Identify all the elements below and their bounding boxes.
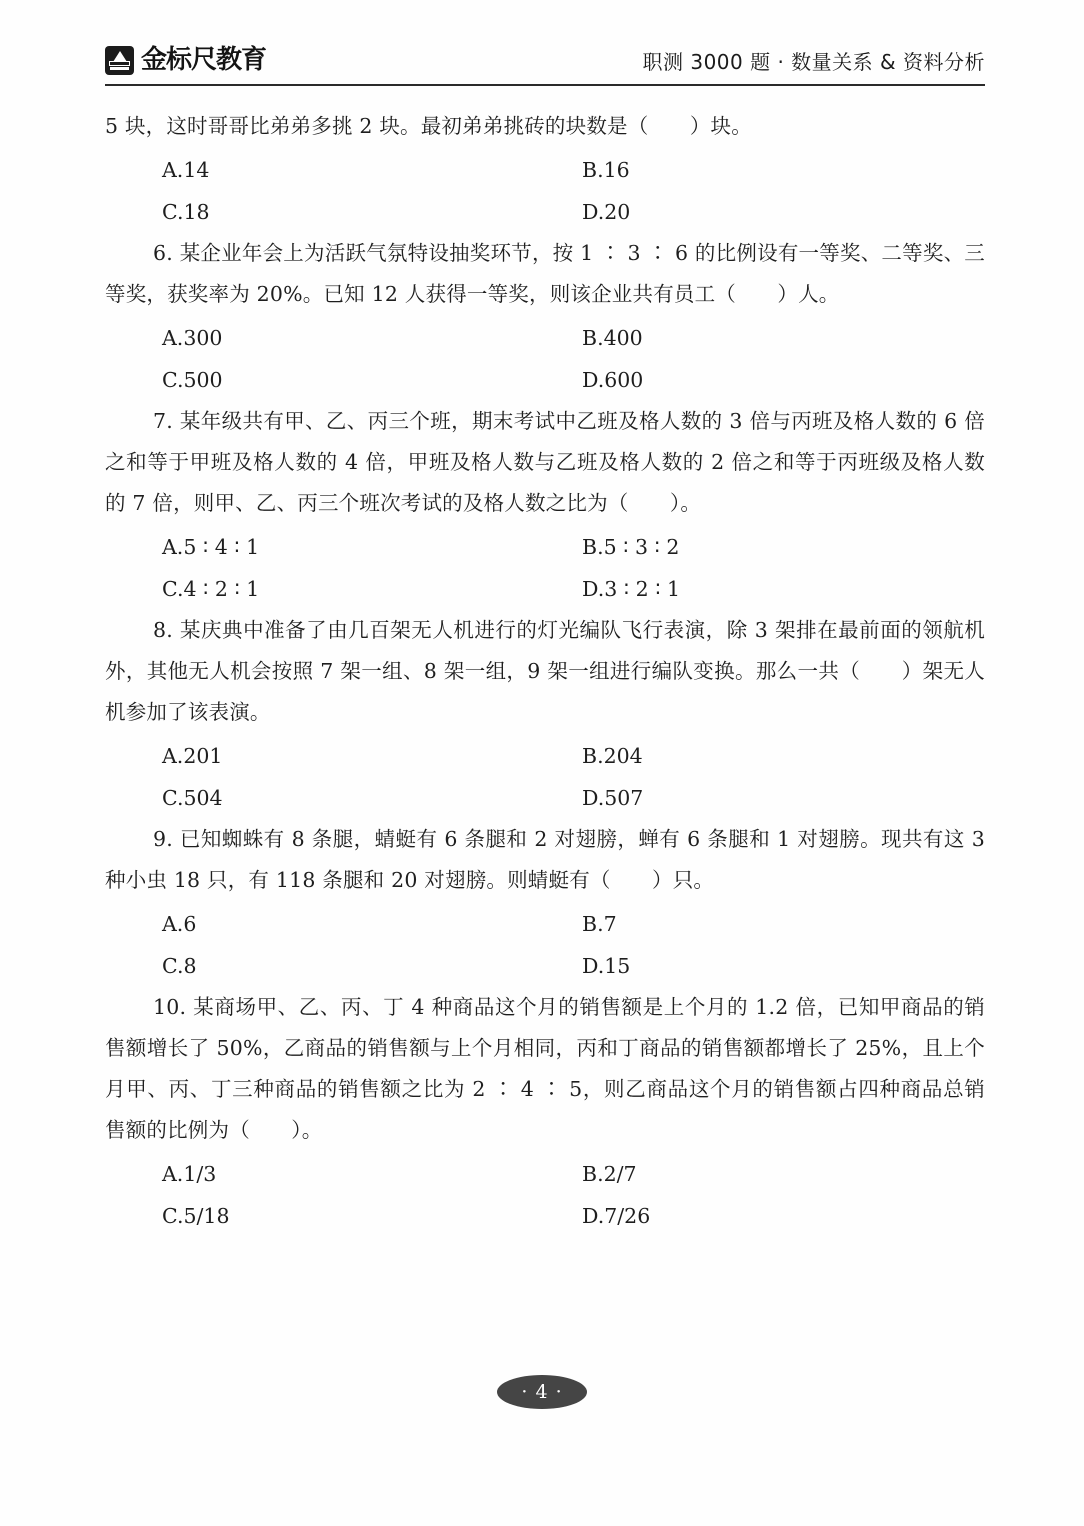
option-choice[interactable]: B.2/7	[582, 1162, 637, 1186]
page-footer	[0, 1375, 1084, 1409]
brand-logo	[105, 46, 266, 75]
option-choice[interactable]: A.1/3	[162, 1162, 217, 1186]
question-text: 9. 已知蜘蛛有 8 条腿，蜻蜓有 6 条腿和 2 对翅膀，蝉有 6 条腿和 1 对翅膀。现共有这 3 种小虫 18 只，有 118 条腿和 20 对翅膀。则蜻蜓有（ ）只。	[105, 827, 985, 892]
option-choice[interactable]: D.7/26	[582, 1204, 651, 1228]
question-block	[105, 401, 985, 610]
option-choice[interactable]: B.204	[582, 744, 643, 768]
brand-name: 金标尺教育	[141, 45, 267, 75]
option-choice[interactable]: D.3 ∶ 2 ∶ 1	[582, 577, 681, 601]
option-choice[interactable]: B.400	[582, 326, 643, 350]
option-row	[162, 1195, 985, 1237]
option-choice[interactable]: B.16	[582, 158, 630, 182]
question-text: 8. 某庆典中准备了由几百架无人机进行的灯光编队飞行表演，除 3 架排在最前面的领航机外，其他无人机会按照 7 架一组、8 架一组，9 架一组进行编队变换。那么一共（ ）架无人机参加了该表演。	[105, 618, 985, 724]
option-group	[105, 317, 985, 401]
option-group	[105, 735, 985, 819]
question-text: 5 块，这时哥哥比弟弟多挑 2 块。最初弟弟挑砖的块数是（ ）块。	[105, 114, 752, 138]
option-choice[interactable]: B.5 ∶ 3 ∶ 2	[582, 535, 680, 559]
option-choice[interactable]: D.507	[582, 786, 644, 810]
option-choice[interactable]: C.504	[162, 786, 223, 810]
option-row	[162, 903, 985, 945]
option-choice[interactable]: C.500	[162, 368, 223, 392]
option-choice[interactable]: C.18	[162, 200, 210, 224]
option-choice[interactable]: D.15	[582, 954, 631, 978]
question-block	[105, 610, 985, 819]
option-group	[105, 526, 985, 610]
option-group	[105, 903, 985, 987]
option-row	[162, 526, 985, 568]
option-choice[interactable]: B.7	[582, 912, 617, 936]
question-text: 6. 某企业年会上为活跃气氛特设抽奖环节，按 1 ∶ 3 ∶ 6 的比例设有一等奖、二等奖、三等奖，获奖率为 20%。已知 12 人获得一等奖，则该企业共有员工（ ）人。	[105, 241, 985, 306]
option-choice[interactable]: D.20	[582, 200, 631, 224]
option-row	[162, 945, 985, 987]
pyramid-logo-icon	[105, 46, 134, 75]
header-title: 职测 3000 题 · 数量关系 & 资料分析	[642, 49, 985, 74]
option-group	[105, 149, 985, 233]
option-row	[162, 149, 985, 191]
header-divider	[105, 84, 985, 86]
option-row	[162, 191, 985, 233]
option-choice[interactable]: A.201	[162, 744, 223, 768]
option-group	[105, 1153, 985, 1237]
page-number-badge: · 4 ·	[497, 1375, 587, 1409]
question-block	[105, 106, 985, 233]
question-text: 10. 某商场甲、乙、丙、丁 4 种商品这个月的销售额是上个月的 1.2 倍，已知甲商品的销售额增长了 50%，乙商品的销售额与上个月相同，丙和丁商品的销售额都增长了 25%，且上个月甲、丙、丁三种商品的销售额之比为 2 ∶ 4 ∶ 5，则乙商品这个月的销售额占四种商品总销售额的比例为（ ）。	[105, 995, 985, 1142]
question-text: 7. 某年级共有甲、乙、丙三个班，期末考试中乙班及格人数的 3 倍与丙班及格人数的 6 倍之和等于甲班及格人数的 4 倍，甲班及格人数与乙班及格人数的 2 倍之和等于丙班级及格人数的 7 倍，则甲、乙、丙三个班次考试的及格人数之比为（ ）。	[105, 409, 985, 515]
option-row	[162, 1153, 985, 1195]
option-choice[interactable]: C.4 ∶ 2 ∶ 1	[162, 577, 260, 601]
option-choice[interactable]: C.5/18	[162, 1204, 230, 1228]
option-row	[162, 359, 985, 401]
option-choice[interactable]: A.14	[162, 158, 210, 182]
option-row	[162, 777, 985, 819]
question-list	[105, 106, 985, 1237]
option-choice[interactable]: A.300	[162, 326, 223, 350]
option-choice[interactable]: D.600	[582, 368, 644, 392]
option-choice[interactable]: C.8	[162, 954, 197, 978]
page-header	[105, 36, 985, 84]
question-block	[105, 819, 985, 987]
option-row	[162, 317, 985, 359]
question-block	[105, 233, 985, 401]
option-row	[162, 568, 985, 610]
option-row	[162, 735, 985, 777]
question-block	[105, 987, 985, 1237]
option-choice[interactable]: A.5 ∶ 4 ∶ 1	[162, 535, 260, 559]
option-choice[interactable]: A.6	[162, 912, 197, 936]
